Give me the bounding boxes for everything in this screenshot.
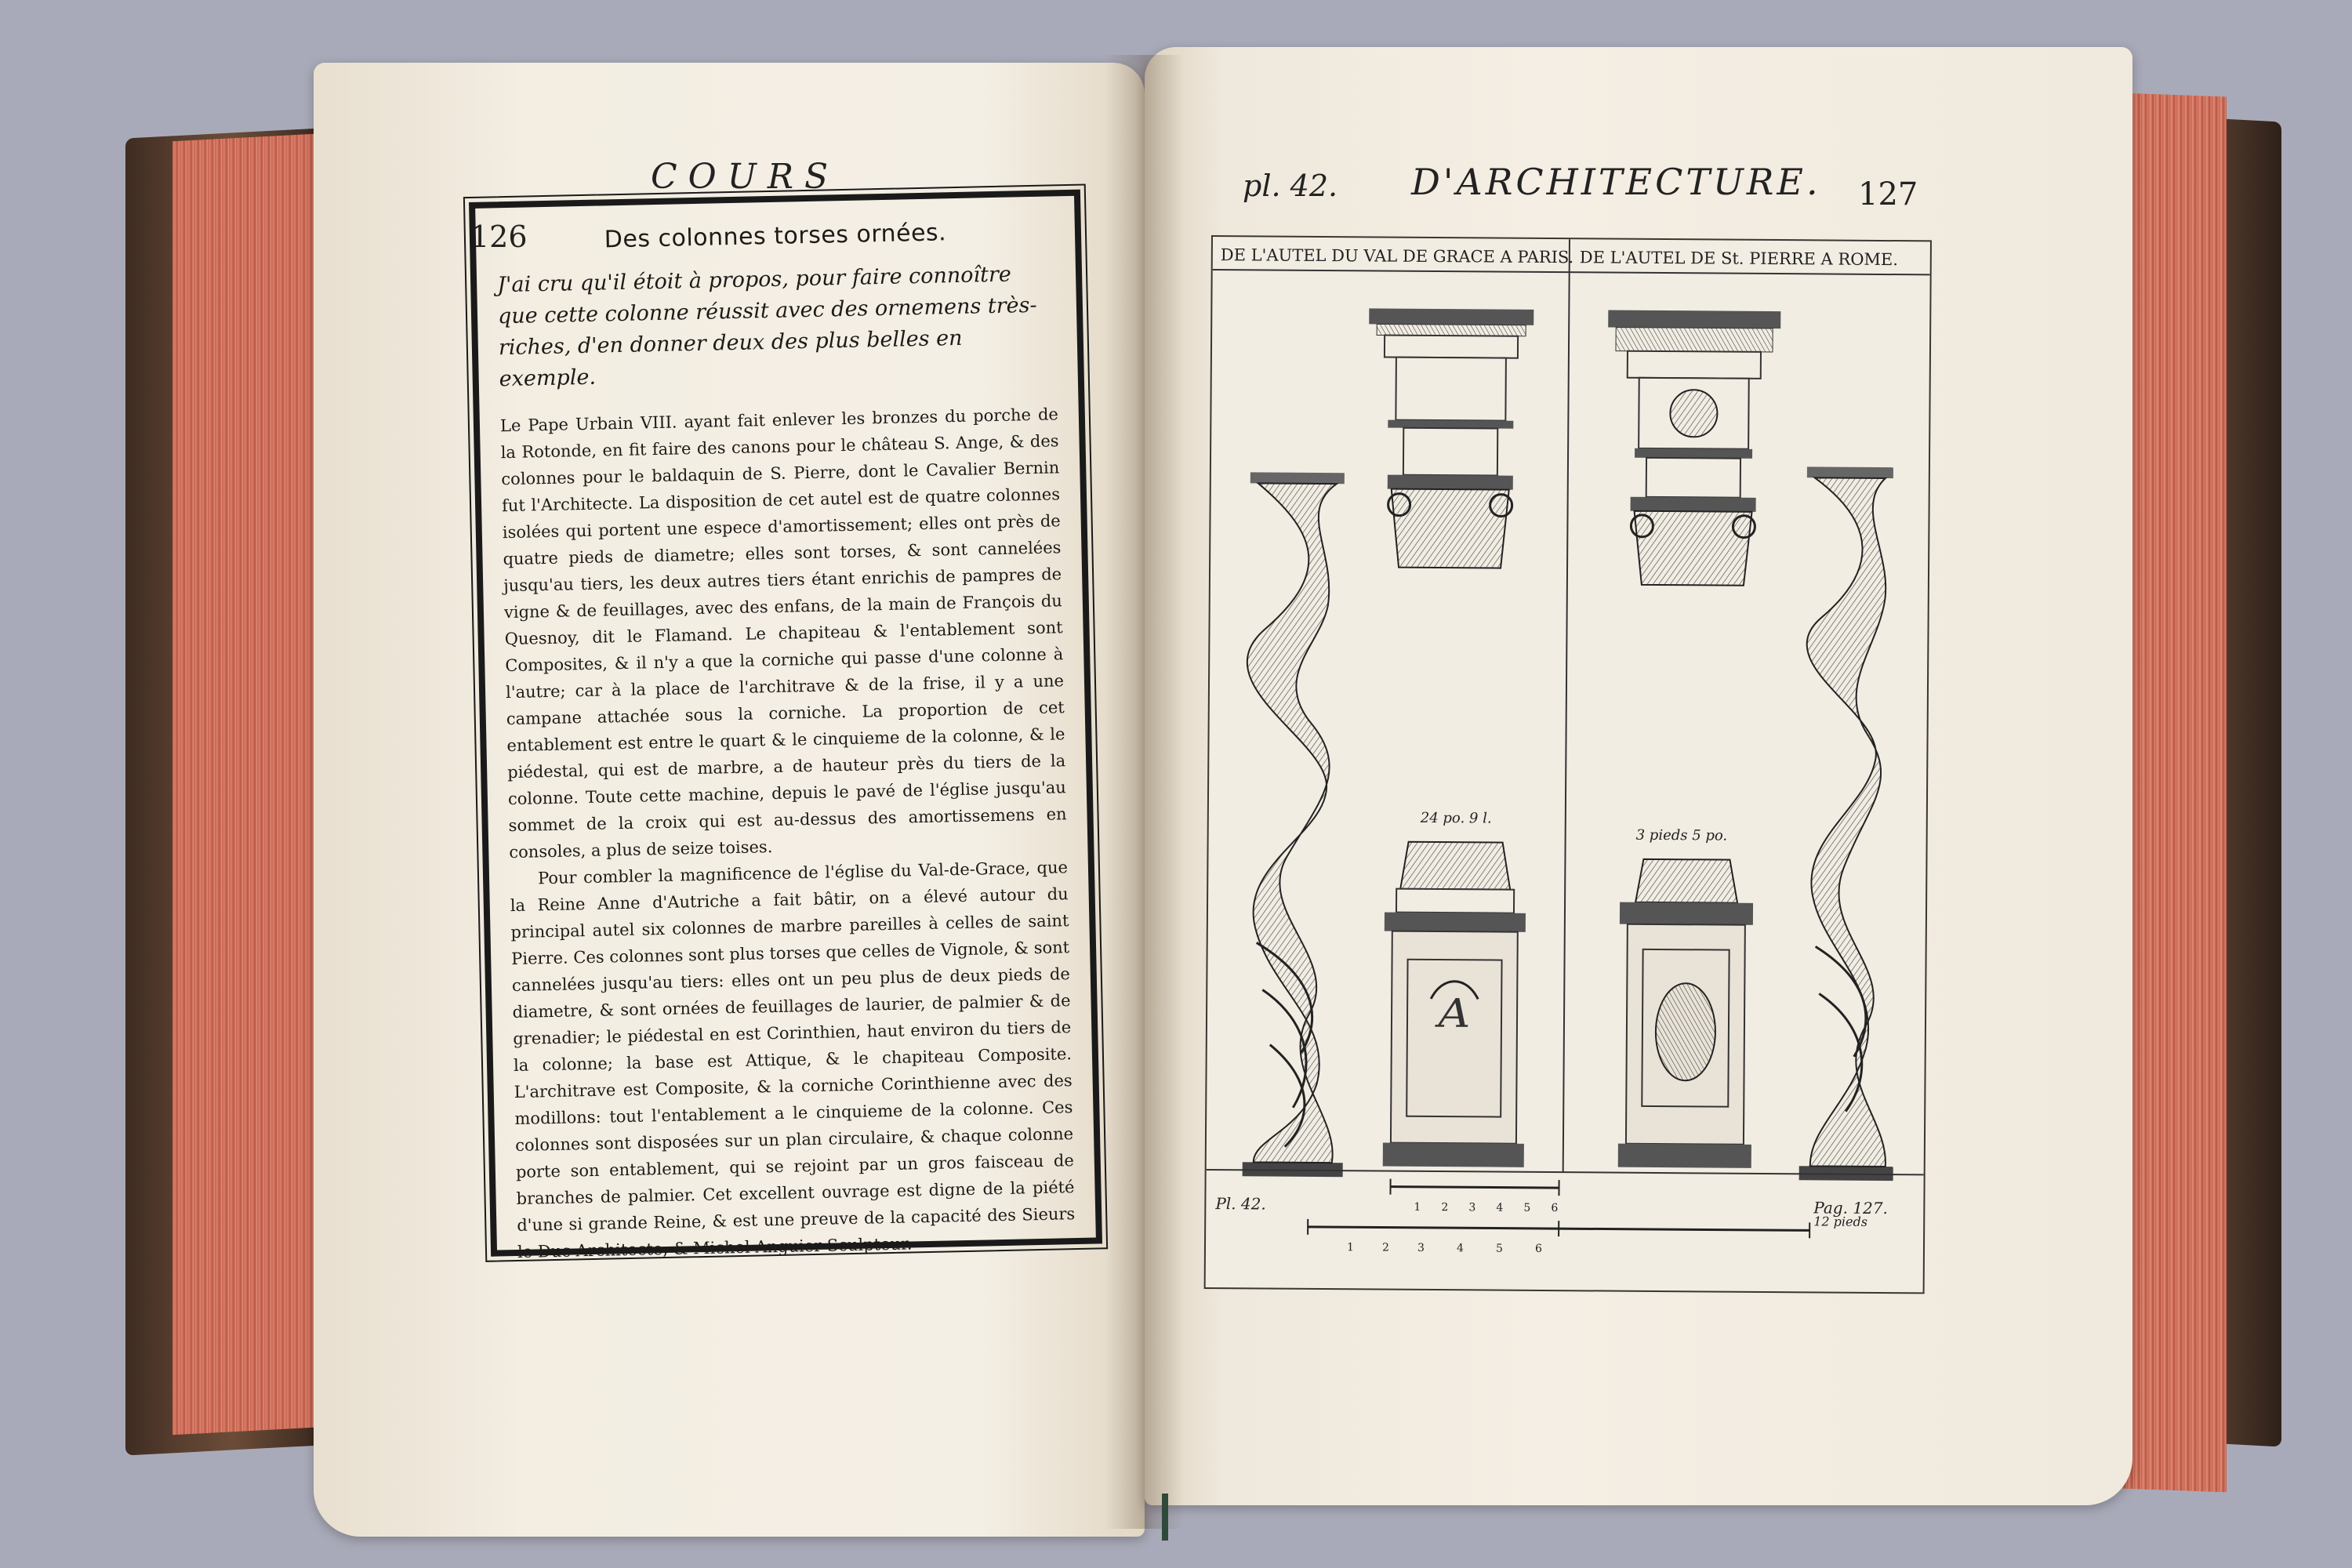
scale-bar-lower [1308, 1210, 1867, 1258]
scale-tick: 3 [1417, 1241, 1425, 1254]
plate-footer-right: Pag. 127. [1813, 1198, 1888, 1218]
intro-text: J'ai cru qu'il étoit à propos, pour faire connoître que cette colonne réussit avec des ornemens très-riches, d'en donner deux des plus belles en exemple. [496, 262, 1037, 392]
engraved-plate [1204, 235, 1932, 1294]
caption-val-de-grace: DE L'AUTEL DU VAL DE GRACE A PARIS. [1220, 245, 1574, 267]
measure-left: 24 po. 9 l. [1420, 809, 1492, 827]
scale-tick: 2 [1441, 1201, 1449, 1214]
scale-tick: 2 [1381, 1241, 1389, 1254]
caption-saint-pierre: DE L'AUTEL DE St. PIERRE A ROME. [1579, 248, 1899, 270]
twisted-column-right [1799, 466, 1898, 1181]
scale-tick: 6 [1534, 1242, 1542, 1255]
papal-arms [1655, 983, 1715, 1081]
scale-tick: 4 [1496, 1201, 1504, 1214]
measure-right: 3 pieds 5 po. [1635, 826, 1728, 844]
running-head-right: D'ARCHITECTURE. [1411, 161, 1821, 203]
paragraph: Pour combler la magnificence de l'église du Val-de-Grace, que la Reine Anne d'Autriche a fait bâtir, on a élevé autour du principal autel six colonnes de marbre pareilles à celles de saint Pierre. Ces colonnes sont plus torses que celles de Vignole, & sont cannelées jusqu'au tiers: elles ont un peu plus de deux pieds de diametre, & sont ornées de feuillages de laurier, de palmier & de grenadier; le piédestal en est Corinthien, haut environ du tiers de la colonne; la base est Attique, & le chapiteau Composite. L'architrave est Composite, & la corniche Corinthienne avec des modillons: tout l'entablement a le cinquieme de la colonne. Ces colonnes sont disposées sur un plan circulaire, & chaque colonne porte son entablement, qui se rejoint par un gros faisceau de branches de palmier. Cet excellent ouvrage est digne de la piété d'une si grande Reine, & est une preuve de la capacité des Sieurs le Duc Architecte, & Michel Anguier Sculpteur. [510, 858, 1076, 1261]
scale-tick: 5 [1495, 1242, 1503, 1255]
bookmark-ribbon [1162, 1494, 1168, 1541]
book-gutter [1105, 55, 1184, 1529]
running-head-left: COURS [651, 157, 840, 197]
plate-illustration [1206, 237, 1930, 1292]
section-title: Des colonnes torses ornées. [604, 219, 947, 254]
scale-unit-label: 12 pieds [1813, 1214, 1868, 1229]
scale-tick: 6 [1551, 1202, 1559, 1215]
scale-tick: 3 [1468, 1201, 1476, 1214]
scale-tick: 4 [1456, 1242, 1464, 1255]
paragraph: Le Pape Urbain VIII. ayant fait enlever les bronzes du porche de la Rotonde, en fit faire des canons pour le château S. Ange, & des colonnes pour le baldaquin de S. Pierre, dont le Cavalier Bernin fut l'Architecte. La disposition de cet autel est de quatre colonnes isolées qui portent une espece d'amortissement; elles ont près de quatre pieds de diametre; elles sont torses, & sont cannelées jusqu'au tiers, les deux autres tiers étant enrichis de pampres de vigne & de feuillages, avec des enfans, de la main de François du Quesnoy, dit le Flamand. Le chapiteau & l'entablement sont Composites, & il n'y a que la corniche qui passe d'une colonne à l'autre; car à la place de l'architrave & de la frise, il y a une campane attachée sous la corniche. La proportion de cet entablement est entre le quart & le cinquieme de la colonne, & le piédestal, qui est de marbre, a de hauteur près du tiers de la colonne. Toute cette machine, depuis le pavé de l'église jusqu'au sommet de la croix qui est au-dessus des amortissemens en consoles, a plus de seize toises. [499, 405, 1067, 862]
page-edges-left [172, 133, 329, 1435]
sun-emblem [1670, 390, 1717, 437]
scale-tick: 5 [1523, 1201, 1531, 1214]
pedestal-right [1618, 827, 1754, 1168]
plate-reference: pl. 42. [1243, 169, 1338, 203]
plate-footer-left: Pl. 42. [1215, 1194, 1266, 1214]
pedestal-left [1383, 810, 1526, 1167]
svg-text:ᴬ: ᴬ [1438, 985, 1471, 1068]
entablement-left [1367, 308, 1534, 568]
twisted-column-left [1243, 472, 1348, 1177]
scale-tick: 1 [1414, 1200, 1421, 1214]
page-number-left: 126 [470, 220, 528, 254]
scale-bar-upper [1390, 1179, 1559, 1214]
text-frame [469, 190, 1102, 1261]
entablement-right [1606, 310, 1780, 586]
scale-tick: 1 [1346, 1241, 1354, 1254]
page-number-right: 127 [1858, 176, 1918, 212]
